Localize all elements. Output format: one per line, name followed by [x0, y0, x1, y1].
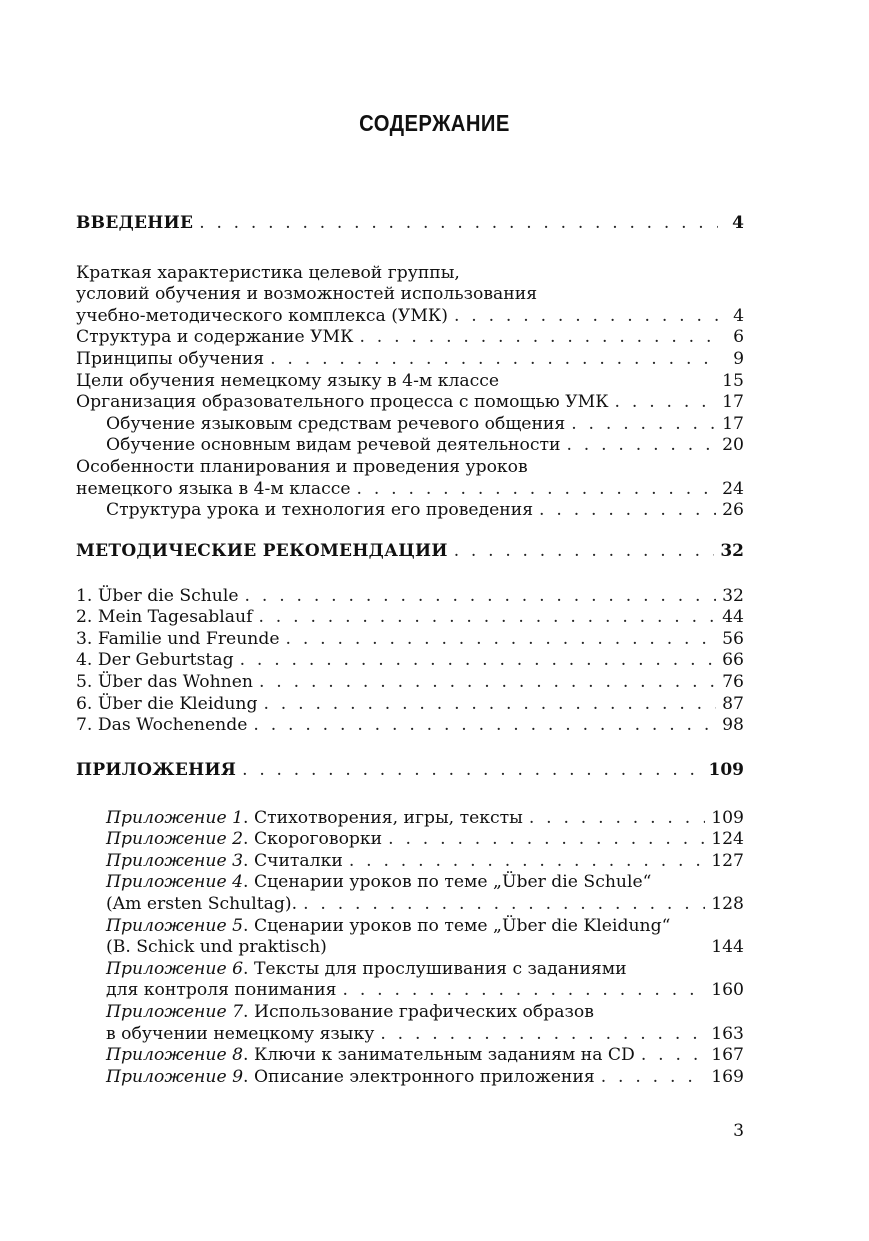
dot-leader [529, 808, 705, 830]
dot-leader [349, 851, 705, 873]
toc-unit-entry[interactable] [76, 586, 744, 608]
toc-appendix-entry[interactable] [76, 1045, 744, 1067]
toc-appendix-entry[interactable] [76, 980, 744, 1002]
toc-page-number: 32 [722, 585, 744, 606]
appendix-title: . Описание электронного приложения [243, 1066, 595, 1087]
toc-entry-label: 2. Mein Tagesablauf [76, 607, 253, 628]
dot-leader [641, 1045, 705, 1067]
dot-leader [454, 306, 718, 328]
dot-leader [253, 715, 716, 737]
toc-entry-label: Цели обучения немецкому языку в 4-м классе [76, 370, 500, 391]
toc-entry-label: Организация образовательного процесса с помощью УМК [76, 392, 609, 413]
appendix-title: . Скороговорки [243, 829, 383, 850]
appendix-title-cont: (Am ersten Schultag). [106, 893, 298, 914]
toc-page-number: 17 [722, 413, 744, 434]
appendix-title: . Стихотворения, игры, тексты [243, 807, 523, 828]
dot-leader [454, 541, 715, 563]
appendix-label: Приложение 9 [106, 1066, 244, 1087]
page-title: СОДЕРЖАНИЕ [359, 110, 510, 136]
appendix-label: Приложение 6 [106, 958, 244, 979]
toc-entry-label: учебно-методического комплекса (УМК) [76, 305, 448, 326]
dot-leader [240, 650, 717, 672]
toc-unit-entry[interactable] [76, 607, 744, 629]
dot-leader [380, 1024, 705, 1046]
toc-page-number: 87 [722, 693, 744, 714]
dot-leader [539, 500, 716, 522]
toc-unit-entry[interactable] [76, 715, 744, 737]
toc-entry-text: Краткая характеристика целевой группы, [76, 262, 460, 283]
toc-entry-label: 4. Der Geburtstag [76, 650, 234, 671]
toc-entry[interactable] [76, 327, 744, 349]
appendix-label: Приложение 5 [106, 915, 244, 936]
appendix-title-cont: для контроля понимания [106, 980, 337, 1001]
toc-heading-label: МЕТОДИЧЕСКИЕ РЕКОМЕНДАЦИИ [76, 541, 448, 561]
toc-appendix-entry[interactable] [76, 851, 744, 873]
toc-page-number: 4 [733, 305, 744, 326]
dot-leader [245, 586, 717, 608]
toc-entry[interactable] [76, 371, 744, 393]
toc-page-number: 76 [722, 671, 744, 692]
dot-leader [571, 414, 716, 436]
toc-appendix-entry[interactable] [76, 829, 744, 851]
dot-leader [601, 1067, 706, 1089]
toc-page-number: 9 [733, 348, 744, 369]
dot-leader [343, 980, 706, 1002]
dot-leader [357, 479, 717, 501]
toc-entry-label: Структура урока и технология его проведения [106, 500, 534, 521]
toc-appendix-entry-line[interactable] [76, 916, 744, 938]
appendix-title: . Использование графических образов [243, 1001, 594, 1022]
toc-page-number: 127 [711, 850, 744, 871]
toc-entry-label: Обучение языковым средствам речевого общения [106, 413, 566, 434]
toc-page-number: 32 [720, 541, 744, 561]
toc-page-number: 4 [732, 213, 744, 233]
toc-entry-label: 6. Über die Kleidung [76, 693, 258, 714]
toc-unit-entry[interactable] [76, 629, 744, 651]
toc-entry[interactable] [76, 306, 744, 328]
toc-heading-label: ВВЕДЕНИЕ [76, 213, 194, 233]
toc-page-number: 163 [711, 1023, 744, 1044]
toc-page-number: 6 [733, 327, 744, 348]
dot-leader [388, 829, 705, 851]
dot-leader [303, 894, 705, 916]
appendix-label: Приложение 2 [106, 829, 244, 850]
toc-unit-entry[interactable] [76, 650, 744, 672]
toc-appendix-entry[interactable] [76, 937, 744, 959]
toc-page-number: 144 [711, 937, 744, 958]
appendix-label: Приложение 7 [106, 1001, 244, 1022]
dot-leader [263, 694, 716, 716]
toc-appendix-entry-line[interactable] [76, 1002, 744, 1024]
toc-page-number: 15 [722, 370, 744, 391]
toc-appendix-entry[interactable] [76, 894, 744, 916]
toc-entry-label: 3. Familie und Freunde [76, 628, 280, 649]
toc-unit-entry[interactable] [76, 672, 744, 694]
toc-appendix-entry[interactable] [76, 1067, 744, 1089]
toc-page-number: 109 [711, 807, 744, 828]
toc-unit-entry[interactable] [76, 694, 744, 716]
toc-page-number: 66 [722, 650, 744, 671]
dot-leader [199, 213, 718, 235]
dot-leader [359, 327, 718, 349]
toc-section-introduction [76, 213, 744, 522]
appendix-label: Приложение 3 [106, 850, 244, 871]
toc-page-number: 169 [711, 1066, 744, 1087]
toc-subentry[interactable] [76, 435, 744, 457]
toc-entry-text: Особенности планирования и проведения уроков [76, 456, 528, 477]
toc-page-number: 44 [722, 607, 744, 628]
dot-leader [242, 760, 702, 782]
toc-page-number: 128 [711, 893, 744, 914]
toc-appendix-entry-line[interactable] [76, 959, 744, 981]
toc-page-number: 56 [722, 628, 744, 649]
toc-appendix-entry[interactable] [76, 808, 744, 830]
toc-page-number: 26 [722, 500, 744, 521]
toc-heading-methods[interactable] [76, 541, 744, 563]
toc-page-number: 98 [722, 715, 744, 736]
toc-heading-introduction[interactable] [76, 213, 744, 235]
appendix-title-cont: в обучении немецкому языку [106, 1023, 375, 1044]
toc-page-number: 20 [722, 435, 744, 456]
toc-entry-label: Обучение основным видам речевой деятельности [106, 435, 561, 456]
toc-page-number: 167 [711, 1045, 744, 1066]
toc-entry-label: немецкого языка в 4-м классе [76, 478, 351, 499]
toc-entry-label: 7. Das Wochenende [76, 715, 248, 736]
dot-leader [615, 392, 717, 414]
appendix-title: . Считалки [243, 850, 343, 871]
appendix-title: . Сценарии уроков по теме „Über die Schule“ [243, 872, 652, 893]
dot-leader [286, 629, 717, 651]
toc-entry-text: условий обучения и возможностей использования [76, 284, 538, 305]
toc-page-number: 109 [708, 760, 744, 780]
toc-section-methods [76, 541, 744, 737]
toc-heading-label: ПРИЛОЖЕНИЯ [76, 760, 237, 780]
toc-entry-label: Структура и содержание УМК [76, 327, 354, 348]
toc-appendix-entry-line[interactable] [76, 872, 744, 894]
toc-heading-appendix[interactable] [76, 760, 744, 782]
toc-page-number: 160 [711, 980, 744, 1001]
toc-page-number: 24 [722, 478, 744, 499]
dot-leader [259, 672, 716, 694]
toc-entry-label: Принципы обучения [76, 348, 265, 369]
appendix-title: . Ключи к занимательным заданиям на CD [243, 1045, 635, 1066]
dot-leader [566, 435, 716, 457]
toc-appendix-entry[interactable] [76, 1024, 744, 1046]
appendix-label: Приложение 1 [106, 807, 244, 828]
toc-page-number: 124 [711, 829, 744, 850]
appendix-label: Приложение 4 [106, 872, 244, 893]
appendix-title: . Сценарии уроков по теме „Über die Kleidung“ [243, 915, 671, 936]
toc-entry-label: 5. Über das Wohnen [76, 671, 253, 692]
toc-page-number: 17 [722, 392, 744, 413]
toc-section-appendix [76, 760, 744, 1088]
toc-entry[interactable] [76, 479, 744, 501]
page-number: 3 [733, 1121, 744, 1141]
toc-entry-label: 1. Über die Schule [76, 585, 239, 606]
appendix-label: Приложение 8 [106, 1045, 244, 1066]
toc-entry[interactable] [76, 392, 744, 414]
toc-subentry[interactable] [76, 414, 744, 436]
appendix-title-cont: (B. Schick und praktisch) [106, 937, 327, 958]
toc-subentry[interactable] [76, 500, 744, 522]
dot-leader [270, 349, 718, 371]
appendix-title: . Тексты для прослушивания с заданиями [243, 958, 627, 979]
toc-entry[interactable] [76, 349, 744, 371]
dot-leader [258, 607, 716, 629]
